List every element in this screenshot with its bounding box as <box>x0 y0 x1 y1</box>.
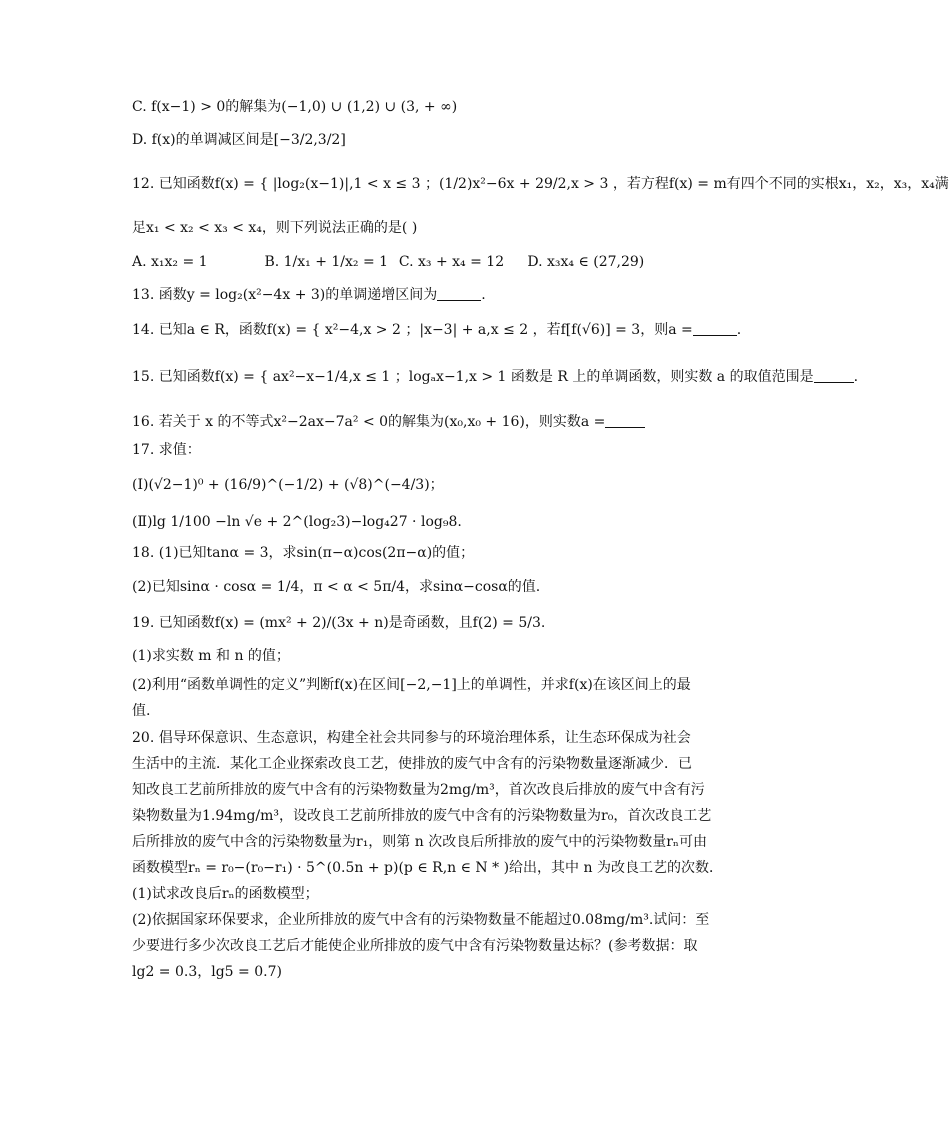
question-20-line: 生活中的主流．某化工企业探索改良工艺，使排放的废气中含有的污染物数量逐渐减少．已 <box>132 756 692 772</box>
question-20-reference-data: lg2 = 0.3，lg5 = 0.7) <box>132 964 282 980</box>
option-d: D. x₃x₄ ∈ (27,29) <box>527 254 645 270</box>
question-16 <box>132 413 645 431</box>
question-13: 13. 函数y = log₂(x²−4x + 3)的单调递增区间为 . <box>132 287 486 303</box>
question-20-part-2-continued: 少要进行多少次改良工艺后才能使企业所排放的废气中含有污染物数量达标？(参考数据：取 <box>132 938 698 954</box>
answer-blank <box>437 286 481 301</box>
question-19: 19. 已知函数f(x) = (mx² + 2)/(3x + n)是奇函数，且f(2) = 5/3. <box>132 615 546 631</box>
answer-blank <box>605 413 645 428</box>
question-20-line: 染物数量为1.94mg/m³，设改良工艺前所排放的废气中含有的污染物数量为r₀，首次改良工艺 <box>132 808 712 824</box>
option-c-text: C. f(x−1) > 0的解集为(−1,0) ∪ (1,2) ∪ (3, + ∞) <box>132 99 458 115</box>
question-12-options <box>132 253 644 271</box>
question-19-part-2-continued: 值. <box>132 703 151 719</box>
question-17-part-1: (Ⅰ)(√2−1)⁰ + (16/9)^(−1/2) + (√8)^(−4/3)； <box>132 477 444 493</box>
question-16-text: 16. 若关于 x 的不等式x²−2ax−7a² < 0的解集为(x₀,x₀ + 16)，则实数a = <box>132 414 606 430</box>
question-20-line: 知改良工艺前所排放的废气中含有的污染物数量为2mg/m³，首次改良后排放的废气中含有污 <box>132 782 705 798</box>
question-20-line: 20. 倡导环保意识、生态意识，构建全社会共同参与的环境治理体系，让生态环保成为社会 <box>132 730 691 746</box>
question-14-text: 14. 已知a ∈ R，函数f(x) = { x²−4,x > 2 ；|x−3| + a,x ≤ 2 ，若f[f(√6)] = 3，则a = <box>132 322 693 338</box>
question-17: 17. 求值： <box>132 442 201 458</box>
option-a: A. x₁x₂ = 1 <box>132 254 208 270</box>
question-18-part-1: 18. (1)已知tanα = 3，求sin(π−α)cos(2π−α)的值； <box>132 545 475 561</box>
question-14: 14. 已知a ∈ R，函数f(x) = { x²−4,x > 2 ；|x−3| + a,x ≤ 2 ，若f[f(√6)] = 3，则a = . <box>132 322 742 338</box>
question-20-line: 函数模型rₙ = r₀−(r₀−r₁) · 5^(0.5n + p)(p ∈ R,n ∈ N * )给出，其中 n 为改良工艺的次数． <box>132 860 723 876</box>
question-20-part-2: (2)依据国家环保要求，企业所排放的废气中含有的污染物数量不能超过0.08mg/m³.试问：至 <box>132 912 710 928</box>
question-13-text: 13. 函数y = log₂(x²−4x + 3)的单调递增区间为 <box>132 287 438 303</box>
question-19-part-1: (1)求实数 m 和 n 的值； <box>132 648 290 664</box>
question-15-text: 15. 已知函数f(x) = { ax²−x−1/4,x ≤ 1 ；logₐx−1,x > 1 函数是 R 上的单调函数，则实数 a 的取值范围是 <box>132 369 814 385</box>
question-12-stem: 12. 已知函数f(x) = { |log₂(x−1)|,1 < x ≤ 3 ；(1/2)x²−6x + 29/2,x > 3 ，若方程f(x) = m有四个不同的实根x₁，x₂，x₃，x₄满 <box>132 176 949 192</box>
question-20-line: 后所排放的废气中含的污染物数量为r₁，则第 n 次改良后所排放的废气中的污染物数量rₙ可由 <box>132 834 707 850</box>
question-17-part-2: (Ⅱ)lg 1/100 −ln √e + 2^(log₂3)−log₄27 · log₉8. <box>132 514 462 530</box>
option-b: B. 1/x₁ + 1/x₂ = 1 <box>264 254 389 270</box>
question-20 <box>132 725 723 985</box>
question-20-part-1: (1)试求改良后rₙ的函数模型； <box>132 886 319 902</box>
answer-blank <box>693 321 737 336</box>
question-19-part-2: (2)利用“函数单调性的定义”判断f(x)在区间[−2,−1]上的单调性，并求f(x)在该区间上的最 <box>132 677 691 693</box>
answer-blank <box>814 368 854 383</box>
option-c: C. x₃ + x₄ = 12 <box>398 254 505 270</box>
question-18-part-2: (2)已知sinα · cosα = 1/4，π < α < 5π/4，求sinα−cosα的值. <box>132 579 541 595</box>
question-12-stem-continued: 足x₁ < x₂ < x₃ < x₄，则下列说法正确的是( ) <box>132 220 418 236</box>
question-15: 15. 已知函数f(x) = { ax²−x−1/4,x ≤ 1 ；logₐx−1,x > 1 函数是 R 上的单调函数，则实数 a 的取值范围是 . <box>132 369 859 385</box>
option-d-text: D. f(x)的单调减区间是[−3/2,3/2] <box>132 132 346 148</box>
